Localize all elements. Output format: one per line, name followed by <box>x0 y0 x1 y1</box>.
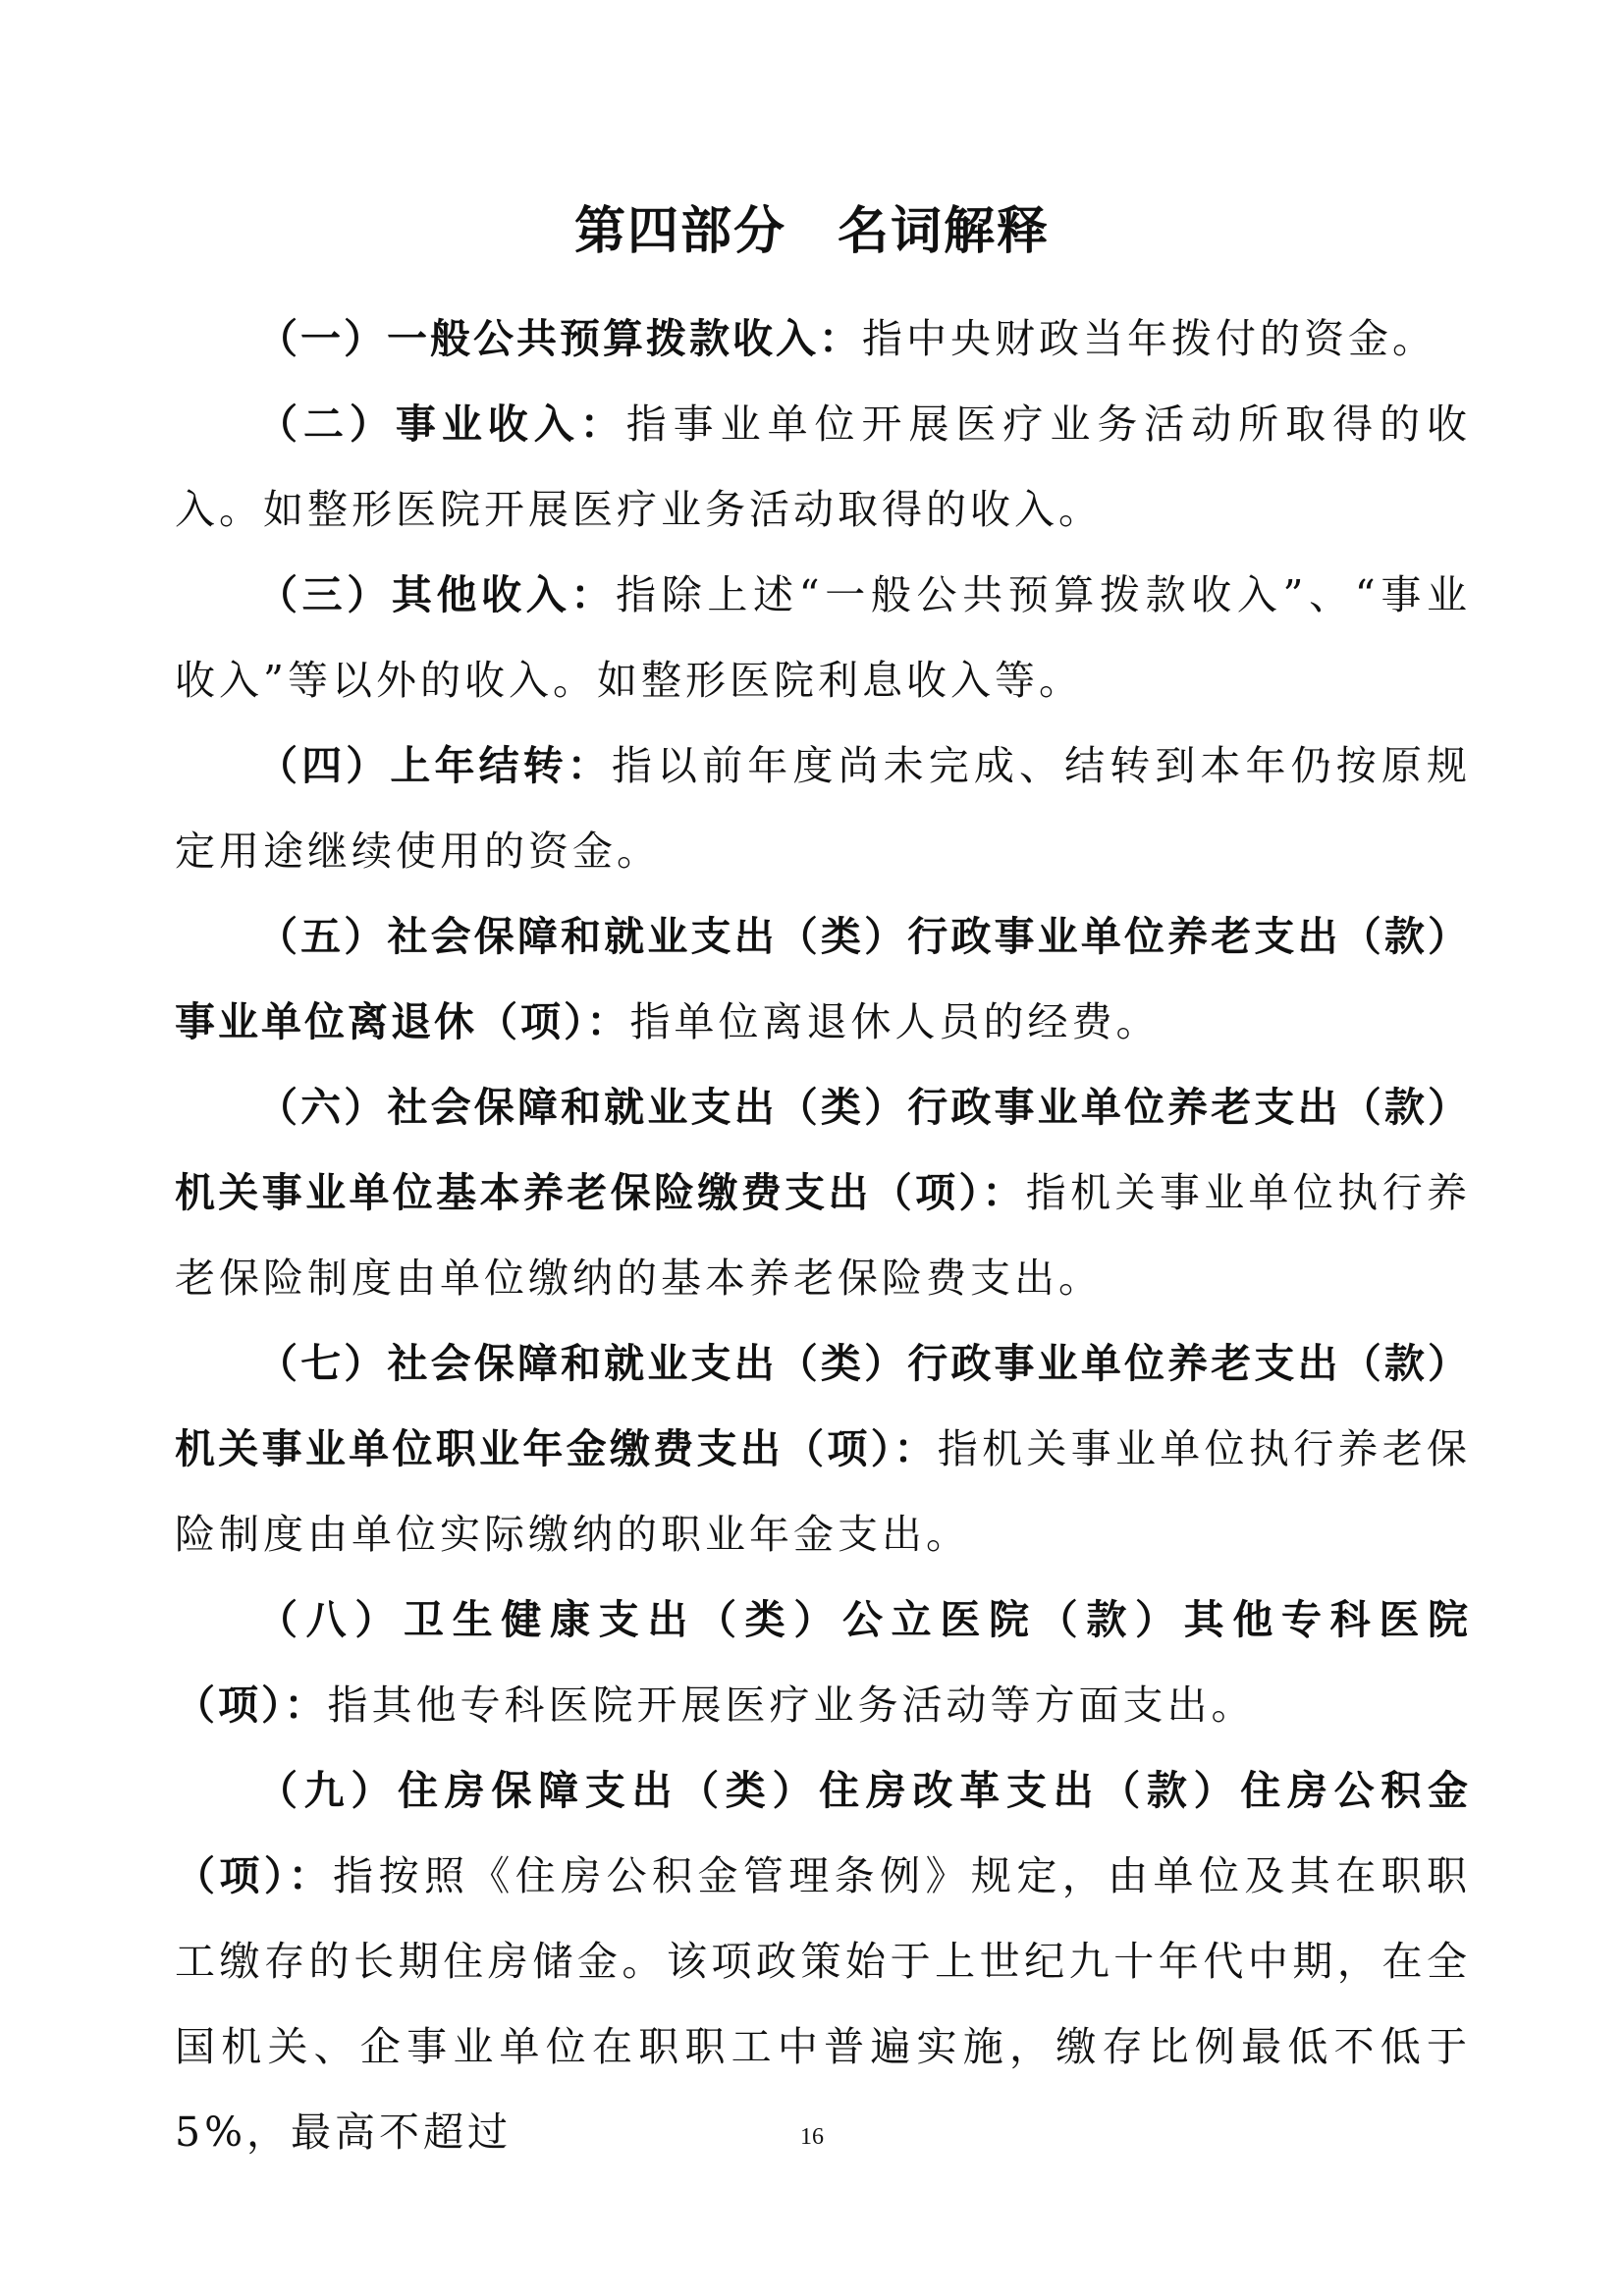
definition-term: （四）上年结转： <box>257 742 612 789</box>
definition-term: （八）卫生健康支出（类）公立医院（款）其他专科医院（项）： <box>175 1596 1471 1729</box>
definition-term: （五）社会保障和就业支出（类）行政事业单位养老支出（款）事业单位离退休（项）： <box>175 913 1471 1045</box>
definition-term: （三）其他收入： <box>257 571 617 618</box>
definition-term: （九）住房保障支出（类）住房改革支出（款）住房公积金（项）： <box>175 1767 1471 1899</box>
page-title <box>0 192 1624 271</box>
definition-term: （六）社会保障和就业支出（类）行政事业单位养老支出（款）机关事业单位基本养老保险缴费支出（项）： <box>175 1084 1471 1216</box>
definition-text: 指除上述“一般公共预算拨款收入”、“事业收入”等以外的收入。如整形医院利息收入等。 <box>175 571 1471 704</box>
definition-paragraph <box>175 894 1471 1065</box>
definition-paragraph <box>175 723 1471 894</box>
definition-term: （一）一般公共预算拨款收入： <box>257 315 862 362</box>
definition-paragraph <box>175 1748 1471 2175</box>
definition-text: 指事业单位开展医疗业务活动所取得的收入。如整形医院开展医疗业务活动取得的收入。 <box>175 400 1472 533</box>
definition-term: （七）社会保障和就业支出（类）行政事业单位养老支出（款）机关事业单位职业年金缴费支出（项）： <box>175 1340 1471 1472</box>
definition-text: 指按照《住房公积金管理条例》规定，由单位及其在职职工缴存的长期住房储金。该项政策始于上世纪九十年代中期，在全国机关、企事业单位在职职工中普遍实施，缴存比例最低不低于5%，最高不超过 <box>175 1852 1472 2156</box>
definition-paragraph <box>175 382 1471 553</box>
definition-paragraph <box>175 296 1471 382</box>
definition-text: 指以前年度尚未完成、结转到本年仍按原规定用途继续使用的资金。 <box>175 742 1472 875</box>
definition-text: 指其他专科医院开展医疗业务活动等方面支出。 <box>327 1682 1256 1729</box>
definition-paragraph <box>175 1321 1471 1577</box>
title-part-1: 第四部分 <box>573 202 786 261</box>
definition-text: 指机关事业单位执行养老保险制度由单位实际缴纳的职业年金支出。 <box>175 1425 1472 1558</box>
definition-text: 指中央财政当年拨付的资金。 <box>862 315 1436 362</box>
definition-text: 指机关事业单位执行养老保险制度由单位缴纳的基本养老保险费支出。 <box>175 1169 1472 1302</box>
document-body <box>175 296 1471 2175</box>
definition-paragraph <box>175 553 1471 723</box>
definition-term: （二）事业收入： <box>257 400 626 448</box>
definition-paragraph <box>175 1065 1471 1321</box>
page-number: 16 <box>800 2124 824 2150</box>
definition-text: 指单位离退休人员的经费。 <box>629 998 1161 1045</box>
definition-paragraph <box>175 1577 1471 1748</box>
title-part-2: 名词解释 <box>838 202 1051 261</box>
